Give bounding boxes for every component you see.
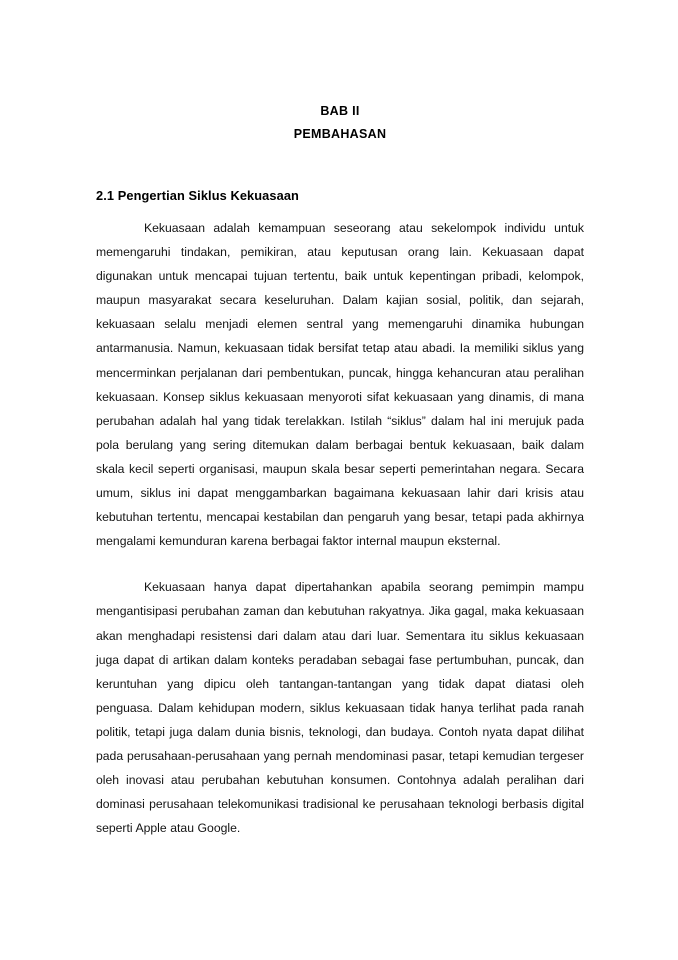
body-paragraph: Kekuasaan hanya dapat dipertahankan apabila seorang pemimpin mampu mengantisipasi perubahan zaman dan kebutuhan rakyatnya. Jika gagal, maka kekuasaan akan menghadapi resistensi dari dalam atau dari luar. Sementara itu siklus kekuasaan juga dapat di artikan dalam konteks peradaban sebagai fase pertumbuhan, puncak, dan keruntuhan yang dipicu oleh tantangan-tantangan yang tidak dapat diatasi oleh penguasa. Dalam kehidupan modern, siklus kekuasaan tidak hanya terlihat pada ranah politik, tetapi juga dalam dunia bisnis, teknologi, dan budaya. Contoh nyata dapat dilihat pada perusahaan-perusahaan yang pernah mendominasi pasar, tetapi kemudian tergeser oleh inovasi atau perubahan kebutuhan konsumen. Contohnya adalah peralihan dari dominasi perusahaan telekomunikasi tradisional ke perusahaan teknologi berbasis digital seperti Apple atau Google. <box>96 580 584 836</box>
page-content <box>96 0 584 840</box>
section-heading: 2.1 Pengertian Siklus Kekuasaan <box>96 188 299 203</box>
body-paragraph: Kekuasaan adalah kemampuan seseorang atau sekelompok individu untuk memengaruhi tindakan, pemikiran, atau keputusan orang lain. Kekuasaan dapat digunakan untuk mencapai tujuan tertentu, baik untuk kepentingan pribadi, kelompok, maupun masyarakat secara keseluruhan. Dalam kajian sosial, politik, dan sejarah, kekuasaan selalu menjadi elemen sentral yang memengaruhi dinamika hubungan antarmanusia. Namun, kekuasaan tidak bersifat tetap atau abadi. Ia memiliki siklus yang mencerminkan perjalanan dari pembentukan, puncak, hingga kehancuran atau peralihan kekuasaan. Konsep siklus kekuasaan menyoroti sifat kekuasaan yang dinamis, di mana perubahan adalah hal yang tidak terelakkan. Istilah “siklus” dalam hal ini merujuk pada pola berulang yang sering ditemukan dalam berbagai bentuk kekuasaan, baik dalam skala kecil seperti organisasi, maupun skala besar seperti pemerintahan negara. Secara umum, siklus ini dapat menggambarkan bagaimana kekuasaan lahir dari krisis atau kebutuhan tertentu, mencapai kestabilan dan pengaruh yang besar, tetapi pada akhirnya mengalami kemunduran karena berbagai faktor internal maupun eksternal. <box>96 221 584 549</box>
chapter-number-heading: BAB II <box>320 104 360 118</box>
chapter-title-heading: PEMBAHASAN <box>293 127 387 141</box>
